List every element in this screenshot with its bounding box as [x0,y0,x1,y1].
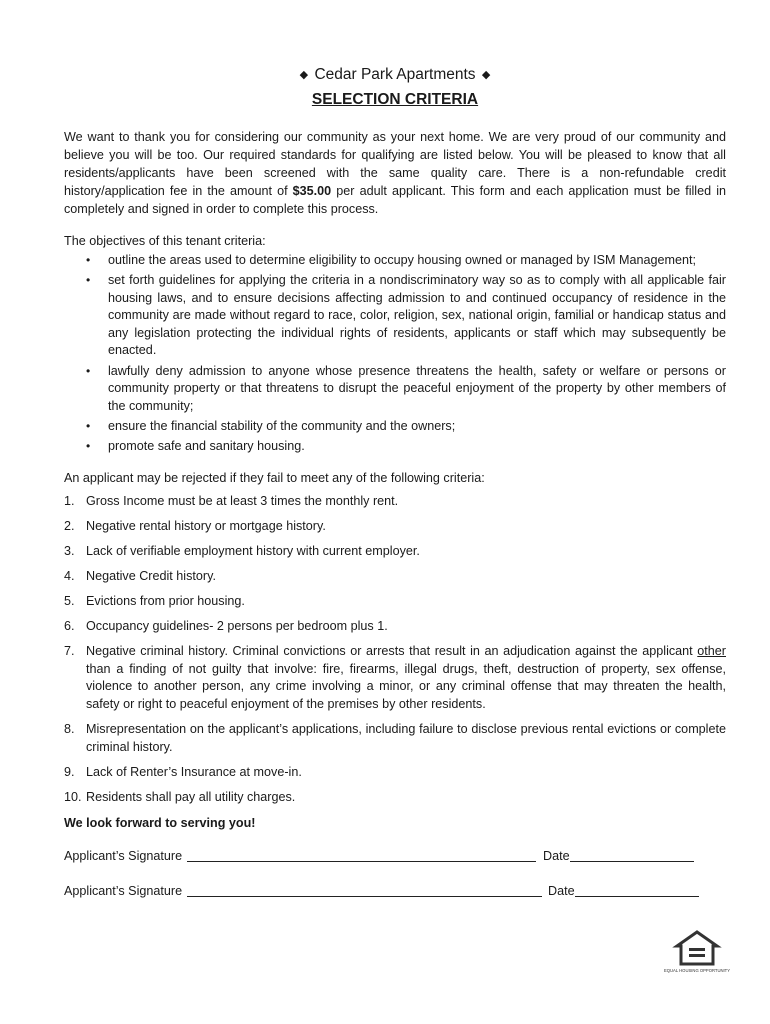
criteria-item [64,764,726,782]
criteria-text: Gross Income must be at least 3 times the monthly rent. [86,493,399,508]
criteria-item [64,721,726,756]
criteria-text-underlined: other [697,644,726,659]
criteria-text: Negative Credit history. [86,568,216,583]
criteria-text: Negative rental history or mortgage history. [86,518,326,533]
objective-text: promote safe and sanitary housing. [108,438,305,453]
bullet-icon: • [86,418,91,433]
document-page [64,64,726,900]
bullet-icon: • [86,438,91,453]
criteria-number: 9. [64,764,75,779]
criteria-item [64,568,726,586]
objective-text: lawfully deny admission to anyone whose presence threatens the health, safety or welfare or persons or community property or that threatens to disrupt the peaceful enjoyment of the property by other members of the community; [108,363,726,413]
criteria-text: than a finding of not guilty that involve: fire, firearms, illegal drugs, theft, destruction of property, sex offense, violence to another person, any crime involving a minor, or any criminal offense that may threaten the health, safety or right to peaceful enjoyment of the premises by other residents. [86,661,726,711]
criteria-item [64,643,726,713]
objective-item [64,438,726,456]
objective-item [64,418,726,436]
signature-label: Applicant’s Signature [64,883,183,898]
equal-housing-opportunity-icon [663,930,731,982]
criteria-text: Occupancy guidelines- 2 persons per bedroom plus 1. [86,619,388,633]
criteria-text: Negative criminal history. Criminal convictions or arrests that result in an adjudication against the applicant [86,644,698,659]
diamond-icon: ◆ [481,69,491,81]
criteria-item [64,593,726,611]
criteria-number: 1. [64,493,75,508]
closing-text: We look forward to serving you! [64,815,256,830]
signature-label: Applicant’s Signature [64,848,183,863]
objective-text: outline the areas used to determine eligibility to occupy housing owned or managed by ISM Management; [108,253,697,267]
criteria-number: 7. [64,644,75,659]
objective-item [64,252,726,270]
criteria-number: 10. [64,789,82,804]
criteria-list [64,493,726,807]
objective-item [64,272,726,360]
criteria-text: Lack of verifiable employment history with current employer. [86,543,420,558]
date-field[interactable] [570,861,694,862]
criteria-number: 5. [64,593,75,608]
bullet-icon: • [86,253,91,267]
objective-text: ensure the financial stability of the community and the owners; [108,418,456,433]
criteria-text: Evictions from prior housing. [86,593,245,608]
logo-text: EQUAL HOUSING OPPORTUNITY [663,968,731,973]
title-text: Cedar Park Apartments [314,66,476,83]
bullet-icon: • [86,273,91,288]
signature-field[interactable] [187,896,542,897]
criteria-item [64,618,726,636]
criteria-item [64,543,726,561]
criteria-number: 2. [64,518,75,533]
criteria-number: 3. [64,543,75,558]
objectives-list [64,252,726,456]
signature-row [64,847,726,865]
date-label: Date [543,848,570,863]
fee-amount: $35.00 [292,184,332,198]
criteria-heading: An applicant may be rejected if they fail to meet any of the following criteria: [64,470,485,485]
signature-field[interactable] [187,861,536,862]
objectives-heading: The objectives of this tenant criteria: [64,234,266,248]
criteria-item [64,493,726,511]
objective-item [64,363,726,416]
criteria-number: 8. [64,721,75,736]
date-field[interactable] [575,896,699,897]
page-subtitle: SELECTION CRITERIA [311,91,479,108]
diamond-icon: ◆ [299,69,309,81]
objective-text: set forth guidelines for applying the criteria in a nondiscriminatory way so as to comply with all applicable fair housing laws, and to ensure decisions affecting admission to and continued occupancy of residence in the community are made without regard to race, color, religion, sex, national origin, familial or handicap status and any legislation protecting the individual rights of residents, applicants or staff which may subsequently be enacted. [108,273,726,358]
criteria-text: Lack of Renter’s Insurance at move-in. [86,764,302,779]
bullet-icon: • [86,363,91,378]
criteria-item [64,518,726,536]
criteria-item [64,789,726,807]
signature-row [64,882,726,900]
criteria-number: 4. [64,568,75,583]
intro-text: We want to thank you for considering our community as your next home. We are very proud of our community and believe you will be too. Our required standards for qualifying are listed below. You will be pleased to know that all residents/applicants have been screened with the same quality care. There is a non-refundable credit history/application fee in the amount of [64,130,726,198]
criteria-number: 6. [64,619,75,633]
page-title [64,64,726,87]
date-label: Date [548,883,575,898]
criteria-text: Residents shall pay all utility charges. [86,789,296,804]
criteria-text: Misrepresentation on the applicant’s applications, including failure to disclose previous rental evictions or complete criminal history. [86,721,726,754]
intro-paragraph [64,128,726,218]
equal-housing-logo-graphic [663,930,731,982]
intro-text-end: per adult applicant. This form and each application must be filled in completely and signed in order to complete this process. [64,184,726,216]
